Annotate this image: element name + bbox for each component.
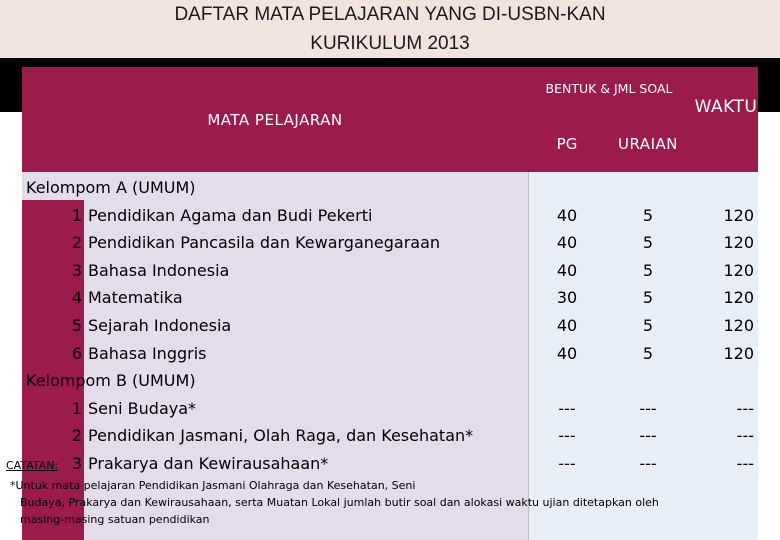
pg-count: 40 [556, 205, 578, 225]
table-row [22, 202, 758, 229]
note-line1: *Untuk mata pelajaran Pendidikan Jasmani Olahraga dan Kesehatan, Seni [10, 479, 416, 492]
uraian-count: 5 [642, 260, 654, 280]
waktu-minutes: 120 [723, 288, 754, 308]
subject-name: Seni Budaya* [88, 398, 197, 418]
subject-name: Pendidikan Jasmani, Olah Raga, dan Kesehatan* [88, 426, 474, 446]
row-number: 2 [71, 426, 82, 446]
table-row [22, 340, 758, 367]
row-number: 5 [71, 316, 82, 335]
table-row [22, 422, 758, 449]
header-waktu: WAKTU [694, 97, 758, 117]
subject-name: Bahasa Indonesia [88, 260, 230, 280]
table-row [22, 257, 758, 284]
pg-count: 40 [556, 343, 578, 363]
note-label: CATATAN: [6, 459, 59, 472]
row-number: 3 [71, 260, 82, 280]
header-bentuk-soal: BENTUK & JML SOAL [545, 81, 673, 96]
table-row [22, 395, 758, 422]
subject-name: Pendidikan Pancasila dan Kewarganegaraan [88, 233, 441, 253]
uraian-count: --- [639, 426, 657, 446]
uraian-count: 5 [642, 343, 654, 363]
header-mata-pelajaran: MATA PELAJARAN [207, 110, 343, 129]
waktu-minutes: 120 [723, 260, 754, 280]
row-number: 6 [71, 343, 82, 363]
table-row [22, 312, 758, 339]
row-number: 1 [71, 398, 82, 418]
uraian-count: --- [639, 454, 657, 473]
row-number: 3 [71, 454, 82, 473]
waktu-minutes: 120 [723, 343, 754, 363]
group-label: Kelompom B (UMUM) [26, 371, 196, 391]
header-pg: PG [556, 135, 578, 153]
row-number: 1 [71, 205, 82, 225]
row-number: 2 [71, 233, 82, 253]
row-number: 4 [71, 288, 82, 308]
uraian-count: --- [639, 398, 657, 418]
pg-count: --- [558, 454, 576, 473]
note-line2: Budaya, Prakarya dan Kewirausahaan, serta Muatan Lokal jumlah butir soal dan alokasi waktu ujian ditetapkan oleh [20, 496, 659, 509]
pg-count: --- [558, 398, 576, 418]
subject-name: Bahasa Inggris [88, 343, 207, 363]
subject-name: Pendidikan Agama dan Budi Pekerti [88, 205, 373, 225]
table-header [22, 67, 758, 172]
title-bar [0, 0, 780, 58]
table-row [22, 450, 758, 477]
group-b-header [22, 367, 758, 394]
page-title-line2: KURIKULUM 2013 [310, 33, 470, 54]
uraian-count: 5 [642, 288, 654, 308]
waktu-minutes: 120 [723, 205, 754, 225]
table-row [22, 229, 758, 256]
table-row [22, 284, 758, 311]
waktu-minutes: --- [736, 398, 754, 418]
waktu-minutes: 120 [723, 316, 754, 335]
subject-name: Matematika [88, 288, 183, 308]
subject-name: Prakarya dan Kewirausahaan* [88, 454, 329, 473]
pg-count: 40 [556, 316, 578, 335]
group-label: Kelompom A (UMUM) [26, 178, 196, 197]
pg-count: 40 [556, 260, 578, 280]
waktu-minutes: --- [736, 454, 754, 473]
uraian-count: 5 [642, 205, 654, 225]
pg-count: 40 [556, 233, 578, 253]
header-uraian: URAIAN [618, 135, 678, 153]
waktu-minutes: 120 [723, 233, 754, 253]
uraian-count: 5 [642, 316, 654, 335]
page-title-line1: DAFTAR MATA PELAJARAN YANG DI-USBN-KAN [174, 4, 606, 25]
group-a-header [22, 174, 758, 201]
note-line3: masing-masing satuan pendidikan [20, 513, 210, 526]
uraian-count: 5 [642, 233, 654, 253]
pg-count: 30 [556, 288, 578, 308]
pg-count: --- [558, 426, 576, 446]
subject-name: Sejarah Indonesia [88, 316, 232, 335]
note-text [10, 477, 770, 528]
waktu-minutes: --- [736, 426, 754, 446]
